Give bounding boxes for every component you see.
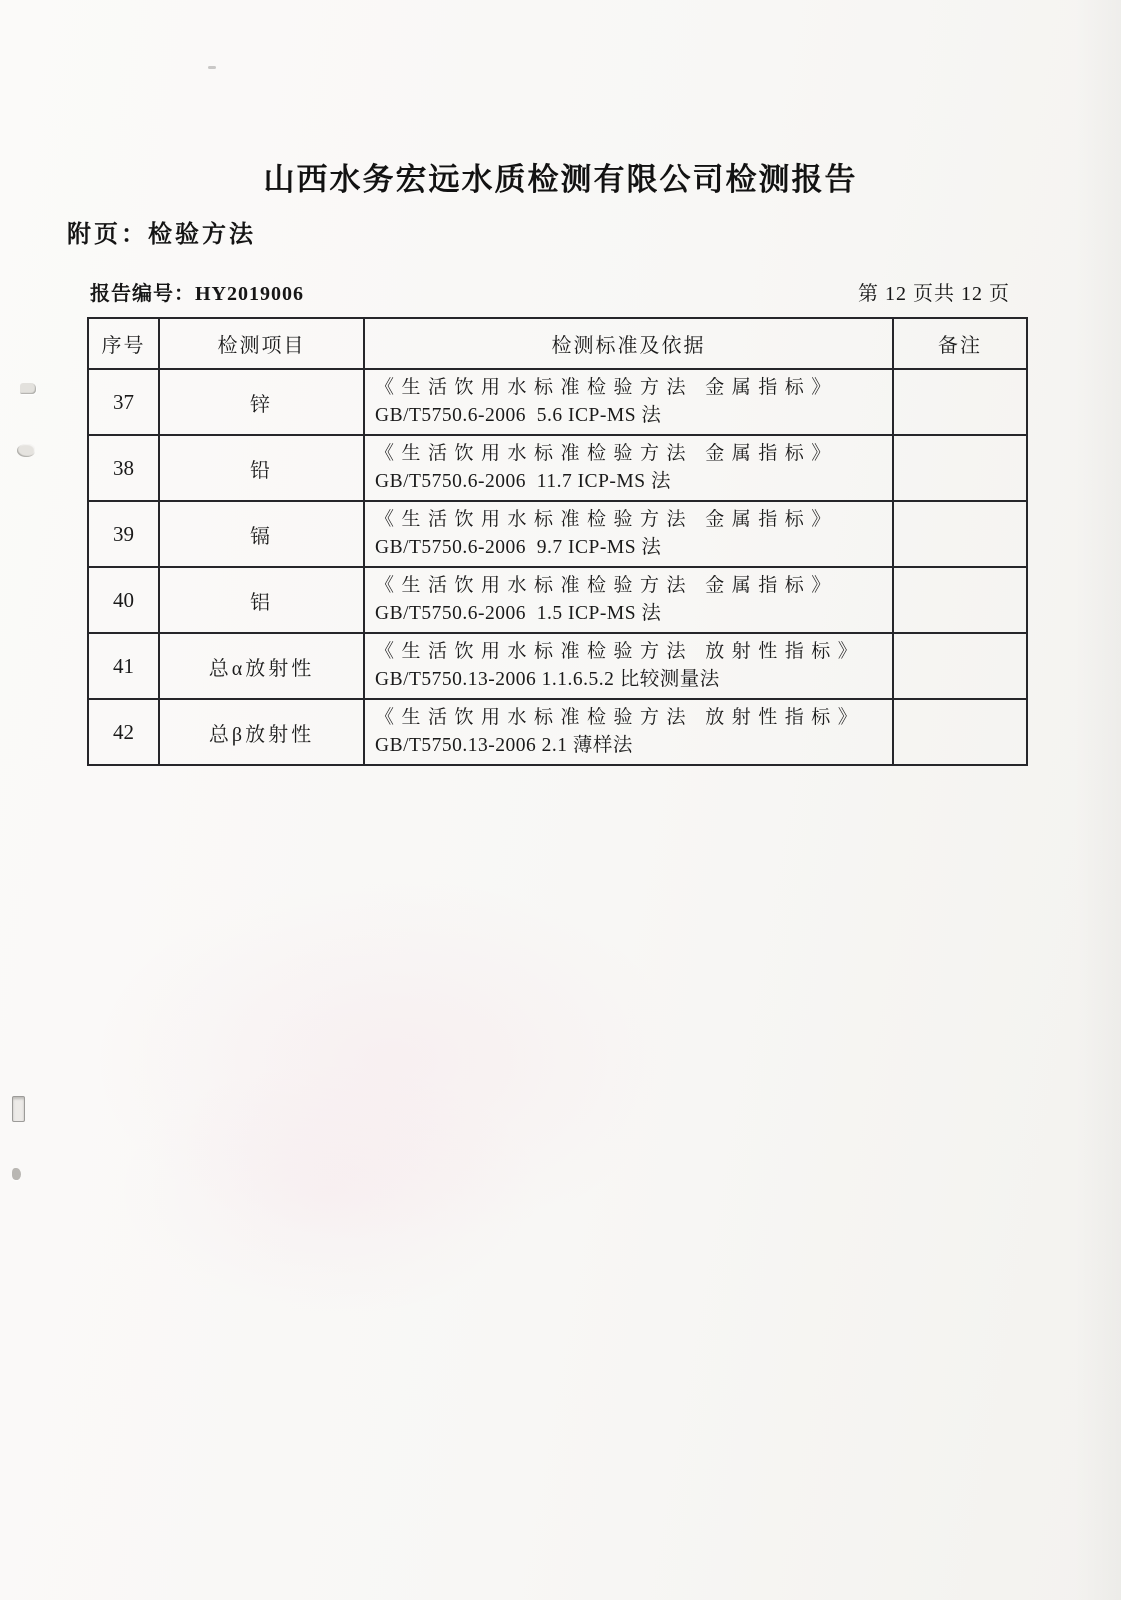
table-row — [88, 501, 1027, 567]
row-standard-cell — [364, 369, 893, 435]
report-number — [90, 277, 304, 306]
row-standard-code: GB/T5750.6-2006 9.7 ICP-MS 法 — [375, 537, 662, 558]
row-seq-no: 39 — [88, 501, 159, 567]
row-standard-cell — [364, 699, 893, 765]
row-test-item: 铅 — [159, 435, 364, 501]
scan-edge-mark — [12, 1096, 25, 1122]
row-test-item: 总α放射性 — [159, 633, 364, 699]
row-standard-name: 《生活饮用水标准检验方法 金属指标》 — [375, 443, 838, 464]
methods-table — [87, 317, 1028, 766]
row-seq-no: 42 — [88, 699, 159, 765]
row-standard-name: 《生活饮用水标准检验方法 金属指标》 — [375, 575, 838, 596]
row-seq-no: 38 — [88, 435, 159, 501]
header-seq-no: 序号 — [88, 318, 159, 369]
row-standard-name: 《生活饮用水标准检验方法 金属指标》 — [375, 509, 838, 530]
header-test-item: 检测项目 — [159, 318, 364, 369]
scan-edge-mark — [12, 1168, 21, 1180]
row-remark-cell — [893, 369, 1027, 435]
row-test-item: 锌 — [159, 369, 364, 435]
row-standard-cell — [364, 435, 893, 501]
row-remark-cell — [893, 435, 1027, 501]
row-standard-code: GB/T5750.13-2006 1.1.6.5.2 比较测量法 — [375, 669, 720, 690]
table-header-row — [88, 318, 1027, 369]
row-standard-name: 《生活饮用水标准检验方法 金属指标》 — [375, 377, 838, 398]
row-standard-name: 《生活饮用水标准检验方法 放射性指标》 — [375, 641, 865, 662]
report-number-value: HY2019006 — [195, 283, 304, 305]
header-standard: 检测标准及依据 — [364, 318, 893, 369]
row-remark-cell — [893, 501, 1027, 567]
row-standard-code: GB/T5750.6-2006 5.6 ICP-MS 法 — [375, 405, 662, 426]
report-number-label: 报告编号： — [90, 283, 195, 305]
table-row — [88, 435, 1027, 501]
scan-emboss-mark — [17, 444, 35, 457]
report-title: 山西水务宏远水质检测有限公司检测报告 — [263, 162, 858, 197]
scan-edge-shading — [1075, 0, 1121, 1600]
scan-speck — [208, 66, 216, 69]
row-test-item: 总β放射性 — [159, 699, 364, 765]
row-remark-cell — [893, 633, 1027, 699]
row-test-item: 镉 — [159, 501, 364, 567]
table-row — [88, 699, 1027, 765]
appendix-heading: 附页：检验方法 — [67, 221, 256, 248]
row-standard-cell — [364, 633, 893, 699]
row-standard-code: GB/T5750.6-2006 1.5 ICP-MS 法 — [375, 603, 662, 624]
scan-emboss-mark — [20, 383, 36, 394]
row-standard-code: GB/T5750.6-2006 11.7 ICP-MS 法 — [375, 471, 671, 492]
row-remark-cell — [893, 567, 1027, 633]
row-seq-no: 37 — [88, 369, 159, 435]
row-test-item: 铝 — [159, 567, 364, 633]
row-standard-code: GB/T5750.13-2006 2.1 薄样法 — [375, 735, 633, 756]
row-seq-no: 40 — [88, 567, 159, 633]
row-standard-name: 《生活饮用水标准检验方法 放射性指标》 — [375, 707, 865, 728]
row-standard-cell — [364, 501, 893, 567]
table-row — [88, 369, 1027, 435]
table-row — [88, 567, 1027, 633]
header-remark: 备注 — [893, 318, 1027, 369]
row-standard-cell — [364, 567, 893, 633]
table-row — [88, 633, 1027, 699]
meta-row — [90, 277, 1010, 306]
row-seq-no: 41 — [88, 633, 159, 699]
row-remark-cell — [893, 699, 1027, 765]
page-indicator: 第 12 页共 12 页 — [858, 283, 1010, 305]
